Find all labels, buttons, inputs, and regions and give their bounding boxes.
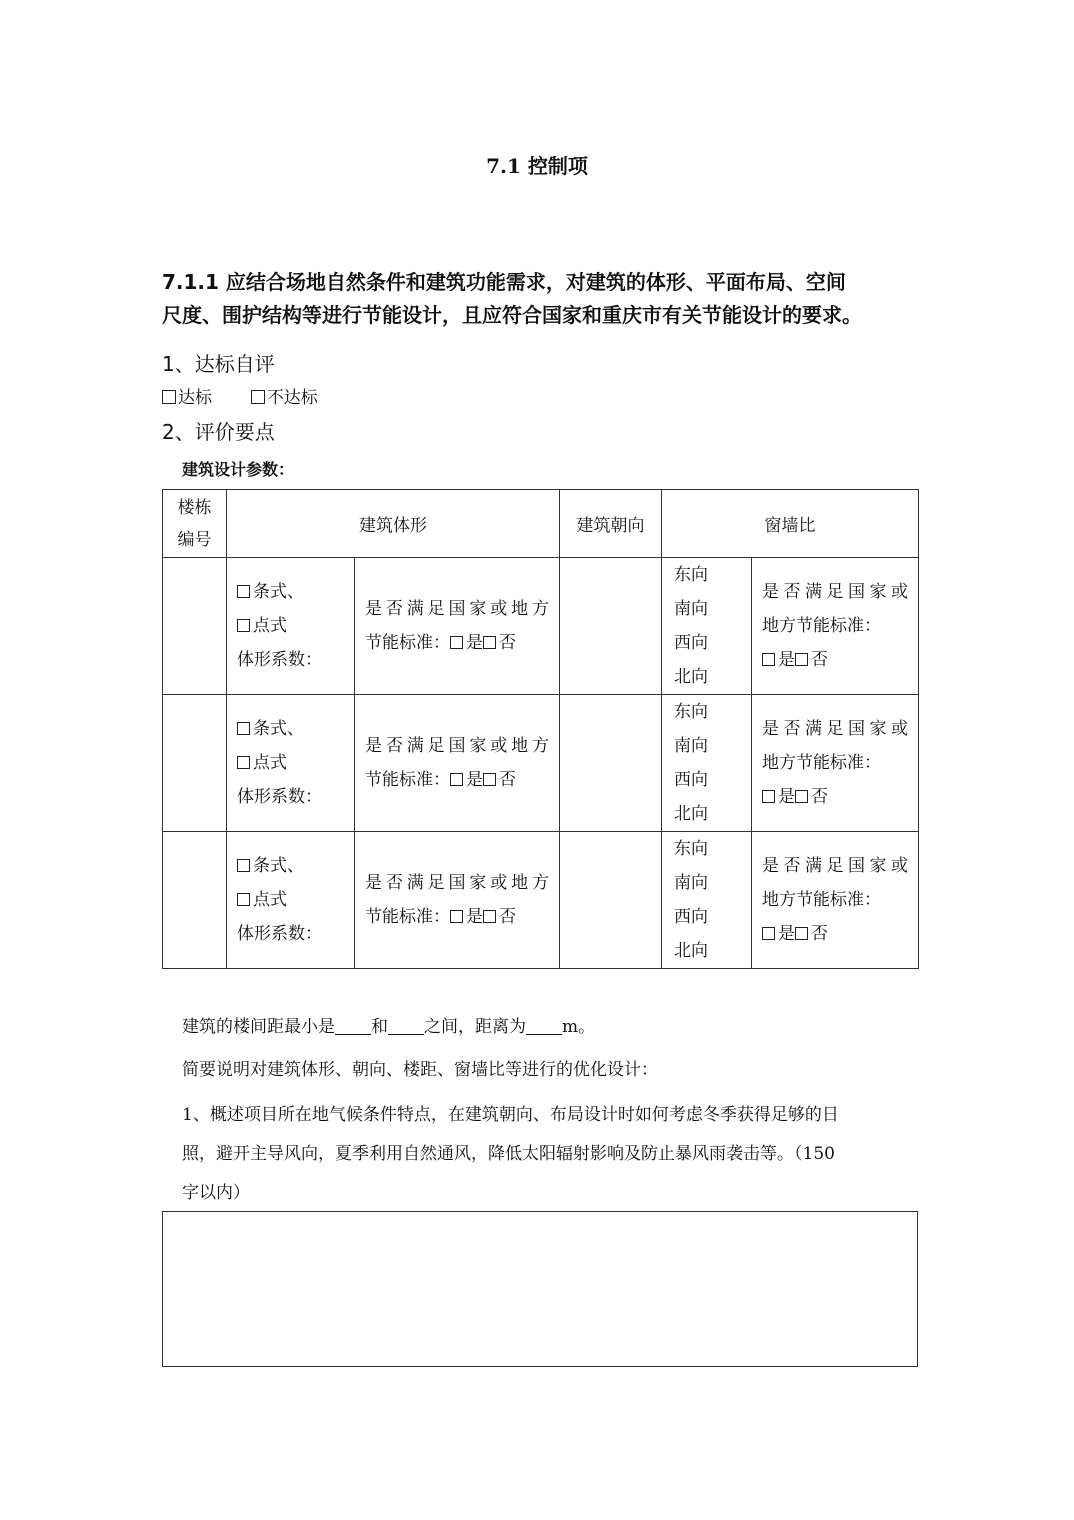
yes-checkbox[interactable] — [450, 773, 463, 786]
wwr-standard-cell: 是否满足国家或 地方节能标准： 是 否 — [752, 695, 919, 832]
yes-checkbox[interactable] — [450, 910, 463, 923]
answer-textbox[interactable] — [162, 1211, 918, 1367]
pass-option[interactable]: 达标 — [162, 388, 212, 408]
point-checkbox[interactable] — [237, 893, 250, 906]
orientation-cell[interactable] — [560, 558, 662, 695]
direction-list: 东向 南向 西向 北向 — [662, 832, 752, 969]
orientation-cell[interactable] — [560, 695, 662, 832]
yes-checkbox[interactable] — [762, 653, 775, 666]
table-header-row — [163, 490, 919, 558]
no-checkbox[interactable] — [483, 636, 496, 649]
header-window-wall-ratio: 窗墙比 — [662, 490, 919, 558]
table-row — [163, 832, 919, 969]
header-building-no: 楼栋 编号 — [163, 490, 227, 558]
point-checkbox[interactable] — [237, 619, 250, 632]
yes-checkbox[interactable] — [450, 636, 463, 649]
yes-checkbox[interactable] — [762, 927, 775, 940]
clause-7-1-1 — [162, 266, 922, 332]
fail-checkbox[interactable] — [251, 390, 265, 404]
header-shape: 建筑体形 — [227, 490, 560, 558]
building-no-cell[interactable] — [163, 695, 227, 832]
table-row — [163, 558, 919, 695]
shape-type-cell[interactable]: 条式、 点式 体形系数： — [227, 832, 355, 969]
orientation-cell[interactable] — [560, 832, 662, 969]
spacing-distance-field[interactable] — [526, 1018, 562, 1035]
self-eval-heading: 1、达标自评 — [162, 352, 275, 376]
building-no-cell[interactable] — [163, 832, 227, 969]
strip-checkbox[interactable] — [237, 859, 250, 872]
no-checkbox[interactable] — [483, 910, 496, 923]
header-orientation: 建筑朝向 — [560, 490, 662, 558]
spacing-line: 建筑的楼间距最小是 和 之间，距离为 m。 — [182, 1017, 596, 1037]
shape-type-cell[interactable]: 条式、 点式 体形系数： — [227, 558, 355, 695]
optimization-item-1: 1、概述项目所在地气候条件特点，在建筑朝向、布局设计时如何考虑冬季获得足够的日 照，避开主导风向，夏季利用自然通风，降低太阳辐射影响及防止暴风雨袭击等。（150 字以内） — [182, 1105, 839, 1203]
no-checkbox[interactable] — [795, 927, 808, 940]
self-eval-options — [162, 383, 318, 408]
table-row — [163, 695, 919, 832]
wwr-standard-cell: 是否满足国家或 地方节能标准： 是 否 — [752, 558, 919, 695]
design-params-table — [162, 489, 919, 969]
params-label: 建筑设计参数： — [182, 460, 295, 479]
no-checkbox[interactable] — [795, 790, 808, 803]
shape-standard-cell: 是否满足国家或地方 节能标准： 是 否 — [355, 695, 560, 832]
spacing-min-field[interactable] — [335, 1018, 371, 1035]
direction-list: 东向 南向 西向 北向 — [662, 558, 752, 695]
no-checkbox[interactable] — [795, 653, 808, 666]
direction-list: 东向 南向 西向 北向 — [662, 695, 752, 832]
spacing-max-field[interactable] — [388, 1018, 424, 1035]
section-title: 7.1 控制项 — [486, 154, 588, 178]
fail-option[interactable]: 不达标 — [251, 388, 318, 408]
point-checkbox[interactable] — [237, 756, 250, 769]
clause-line-2: 尺度、围护结构等进行节能设计，且应符合国家和重庆市有关节能设计的要求。 — [162, 303, 862, 327]
shape-standard-cell: 是否满足国家或地方 节能标准： 是 否 — [355, 832, 560, 969]
yes-checkbox[interactable] — [762, 790, 775, 803]
eval-points-heading: 2、评价要点 — [162, 420, 275, 444]
shape-type-cell[interactable]: 条式、 点式 体形系数： — [227, 695, 355, 832]
building-no-cell[interactable] — [163, 558, 227, 695]
optimization-intro: 简要说明对建筑体形、朝向、楼距、窗墙比等进行的优化设计： — [182, 1060, 658, 1080]
strip-checkbox[interactable] — [237, 722, 250, 735]
pass-checkbox[interactable] — [162, 390, 176, 404]
wwr-standard-cell: 是否满足国家或 地方节能标准： 是 否 — [752, 832, 919, 969]
shape-standard-cell: 是否满足国家或地方 节能标准： 是 否 — [355, 558, 560, 695]
strip-checkbox[interactable] — [237, 585, 250, 598]
no-checkbox[interactable] — [483, 773, 496, 786]
clause-line-1: 7.1.1 应结合场地自然条件和建筑功能需求，对建筑的体形、平面布局、空间 — [162, 270, 846, 294]
clause-number: 7.1.1 — [162, 270, 219, 294]
